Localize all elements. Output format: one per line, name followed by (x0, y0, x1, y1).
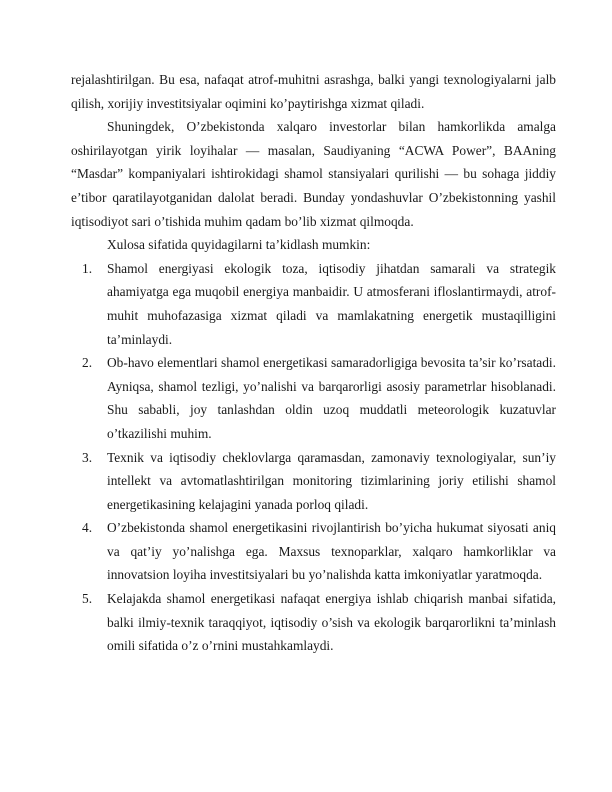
list-item-number: 1. (82, 260, 93, 276)
paragraph-continuation: rejalashtirilgan. Bu esa, nafaqat atrof-muhitni asrashga, balki yangi texnologiyalarni jalb qilish, xorijiy investitsiyalar oqimini ko’paytirishga xizmat qiladi. (71, 72, 556, 111)
paragraph-conclusion-intro: Xulosa sifatida quyidagilarni ta’kidlash mumkin: (107, 237, 371, 253)
list-item-number: 2. (82, 355, 93, 371)
list-item (71, 351, 556, 445)
list-item-number: 5. (82, 591, 93, 607)
list-item-text: Kelajakda shamol energetikasi nafaqat energiya ishlab chiqarish manbai sifatida, balki ilmiy-texnik taraqqiyot, iqtisodiy o’sish va ekologik barqarorlikni ta’minlash omili sifatida o’z o’rnini mustahkamlaydi. (107, 591, 556, 654)
list-item-text: Ob-havo elementlari shamol energetikasi samaradorligiga bevosita ta’sir ko’rsatadi. Ayniqsa, shamol tezligi, yo’nalishi va barqarorligi asosiy parametrlar hisoblanadi. Shu sababli, joy tanlashdan oldin uzoq muddatli meteorologik kuzatuvlar o’tkazilishi muhim. (107, 355, 556, 441)
conclusions-list (71, 257, 556, 658)
list-item-text: Texnik va iqtisodiy cheklovlarga qaramasdan, zamonaviy texnologiyalar, sun’iy intellekt va avtomatlashtirilgan monitoring tizimlarining joriy etilishi shamol energetikasining kelajagini yanada porloq qiladi. (107, 449, 556, 512)
list-item (71, 516, 556, 587)
list-item (71, 587, 556, 658)
list-item-text: O’zbekistonda shamol energetikasini rivojlantirish bo’yicha hukumat siyosati aniq va qat’iy yo’nalishga ega. Maxsus texnoparklar, xalqaro hamkorliklar va innovatsion loyiha investitsiyalari bu yo’nalishda katta imkoniyatlar yaratmoqda. (107, 520, 556, 583)
list-item (71, 446, 556, 517)
list-item-number: 4. (82, 520, 93, 536)
list-item-text: Shamol energiyasi ekologik toza, iqtisodiy jihatdan samarali va strategik ahamiyatga ega muqobil energiya manbaidir. U atmosferani ifloslantirmaydi, atrof-muhit muhofazasiga xizmat qiladi va mamlakatning energetik mustaqilligini ta’minlaydi. (107, 260, 556, 347)
document-page (71, 68, 556, 658)
paragraph-investors: Shuningdek, O’zbekistonda xalqaro investorlar bilan hamkorlikda amalga oshirilayotgan yirik loyihalar — masalan, Saudiyaning “ACWA Power”, BAAning “Masdar” kompaniyalari ishtirokidagi shamol stansiyalari qurilishi — bu sohaga jiddiy e’tibor qaratilayotganidan dalolat beradi. Bunday yondashuvlar O’zbekistonning yashil iqtisodiyot sari o’tishida muhim qadam bo’lib xizmat qilmoqda. (71, 119, 556, 229)
list-item (71, 257, 556, 351)
list-item-number: 3. (82, 449, 93, 465)
